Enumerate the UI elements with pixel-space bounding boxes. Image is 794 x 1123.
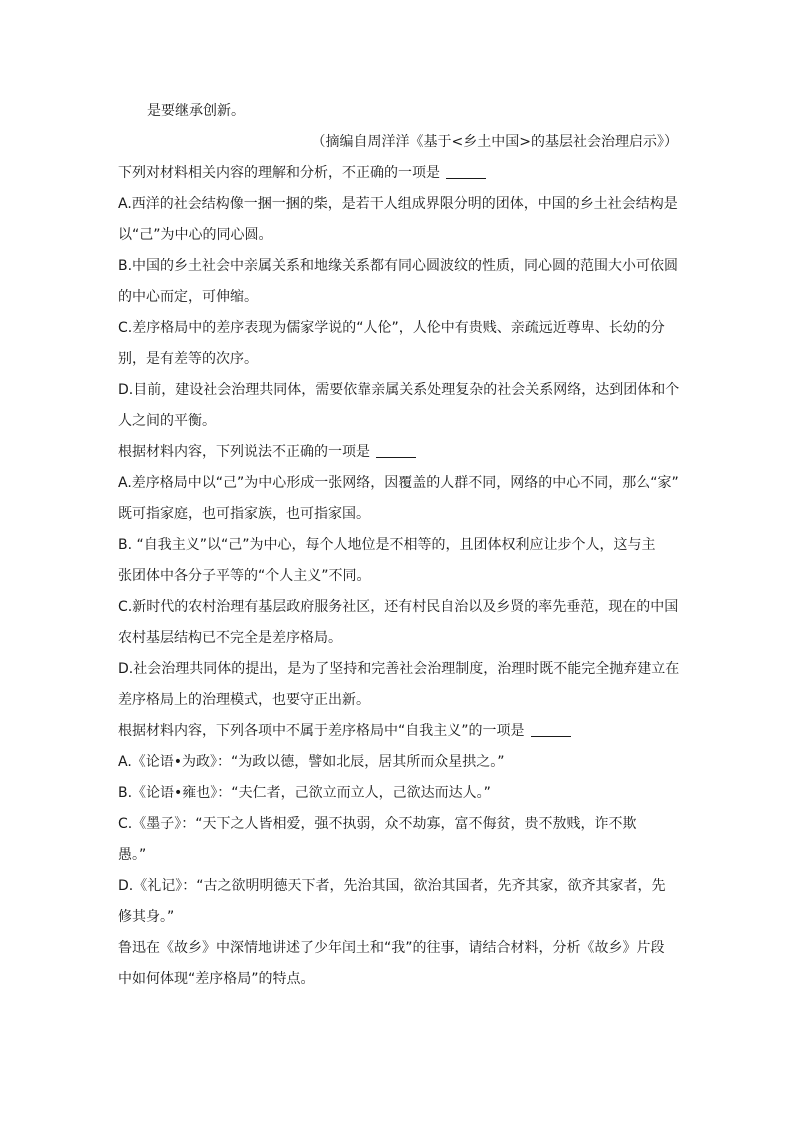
final-question-line1: 鲁迅在《故乡》中深情地讲述了少年闰土和“我”的往事，请结合材料，分析《故乡》片段 [118, 940, 665, 956]
q2-option-a-line2: 既可指家庭，也可指家族，也可指家国。 [118, 506, 370, 522]
source-citation: （摘编自周洋洋《基于<乡土中国>的基层社会治理启示》） [311, 134, 678, 150]
q1-option-d-line1: D.目前，建设社会治理共同体，需要依靠亲属关系处理复杂的社会关系网络，达到团体和个 [118, 382, 680, 398]
q1-option-a-line1: A.西洋的社会结构像一捆一捆的柴，是若干人组成界限分明的团体，中国的乡土社会结构是 [118, 196, 678, 212]
question-3-stem [118, 716, 678, 747]
question-1-stem-text: 下列对材料相关内容的理解和分析，不正确的一项是 [118, 165, 440, 181]
answer-blank-1[interactable] [446, 164, 486, 179]
answer-blank-2[interactable] [376, 443, 416, 458]
q2-option-b-line2: 张团体中各分子平等的“个人主义”不同。 [118, 568, 371, 584]
document-page [118, 96, 678, 995]
question-3-stem-text: 根据材料内容，下列各项中不属于差序格局中“自我主义”的一项是 [118, 723, 525, 739]
q2-option-b-line1: B. “自我主义”以“己”为中心，每个人地位是不相等的，且团体权利应让步个人，这与主 [118, 537, 656, 553]
answer-blank-3[interactable] [531, 722, 571, 737]
question-1-stem [118, 158, 678, 189]
q2-option-c-line1: C.新时代的农村治理有基层政府服务社区，还有村民自治以及乡贤的率先垂范，现在的中国 [118, 599, 679, 615]
q1-option-b-line1: B.中国的乡土社会中亲属关系和地缘关系都有同心圆波纹的性质，同心圆的范围大小可依圆 [118, 258, 679, 274]
q2-option-d-line2: 差序格局上的治理模式，也要守正出新。 [118, 692, 370, 708]
q1-option-c-line2: 别，是有差等的次序。 [118, 351, 258, 367]
intro-tail: 是要继承创新。 [147, 103, 245, 119]
final-question-line2: 中如何体现“差序格局”的特点。 [118, 971, 315, 987]
q3-option-d-line2: 修其身。” [118, 909, 175, 925]
q3-option-d-line1: D.《礼记》：“古之欲明明德天下者，先治其国，欲治其国者，先齐其家，欲齐其家者，先 [118, 878, 666, 894]
q3-option-c-line2: 愚。” [118, 847, 147, 863]
question-2-stem [118, 437, 678, 468]
q1-option-d-line2: 人之间的平衡。 [118, 413, 216, 429]
q3-option-b: B.《论语•雍也》：“夫仁者，己欲立而立人，己欲达而达人。” [118, 785, 491, 801]
q3-option-a: A.《论语•为政》：“为政以德，譬如北辰，居其所而众星拱之。” [118, 754, 505, 770]
q2-option-d-line1: D.社会治理共同体的提出，是为了坚持和完善社会治理制度，治理时既不能完全抛弃建立在 [118, 661, 680, 677]
q3-option-c-line1: C.《墨子》：“天下之人皆相爱，强不执弱，众不劫寡，富不侮贫，贵不敖贱，诈不欺 [118, 816, 637, 832]
question-2-stem-text: 根据材料内容，下列说法不正确的一项是 [118, 444, 370, 460]
q2-option-c-line2: 农村基层结构已不完全是差序格局。 [118, 630, 342, 646]
q1-option-b-line2: 的中心而定，可伸缩。 [118, 289, 258, 305]
q1-option-c-line1: C.差序格局中的差序表现为儒家学说的“人伦”，人伦中有贵贱、亲疏远近尊卑、长幼的分 [118, 320, 665, 336]
q1-option-a-line2: 以“己”为中心的同心圆。 [118, 227, 273, 243]
q2-option-a-line1: A.差序格局中以“己”为中心形成一张网络，因覆盖的人群不同，网络的中心不同，那么“家” [118, 475, 679, 491]
